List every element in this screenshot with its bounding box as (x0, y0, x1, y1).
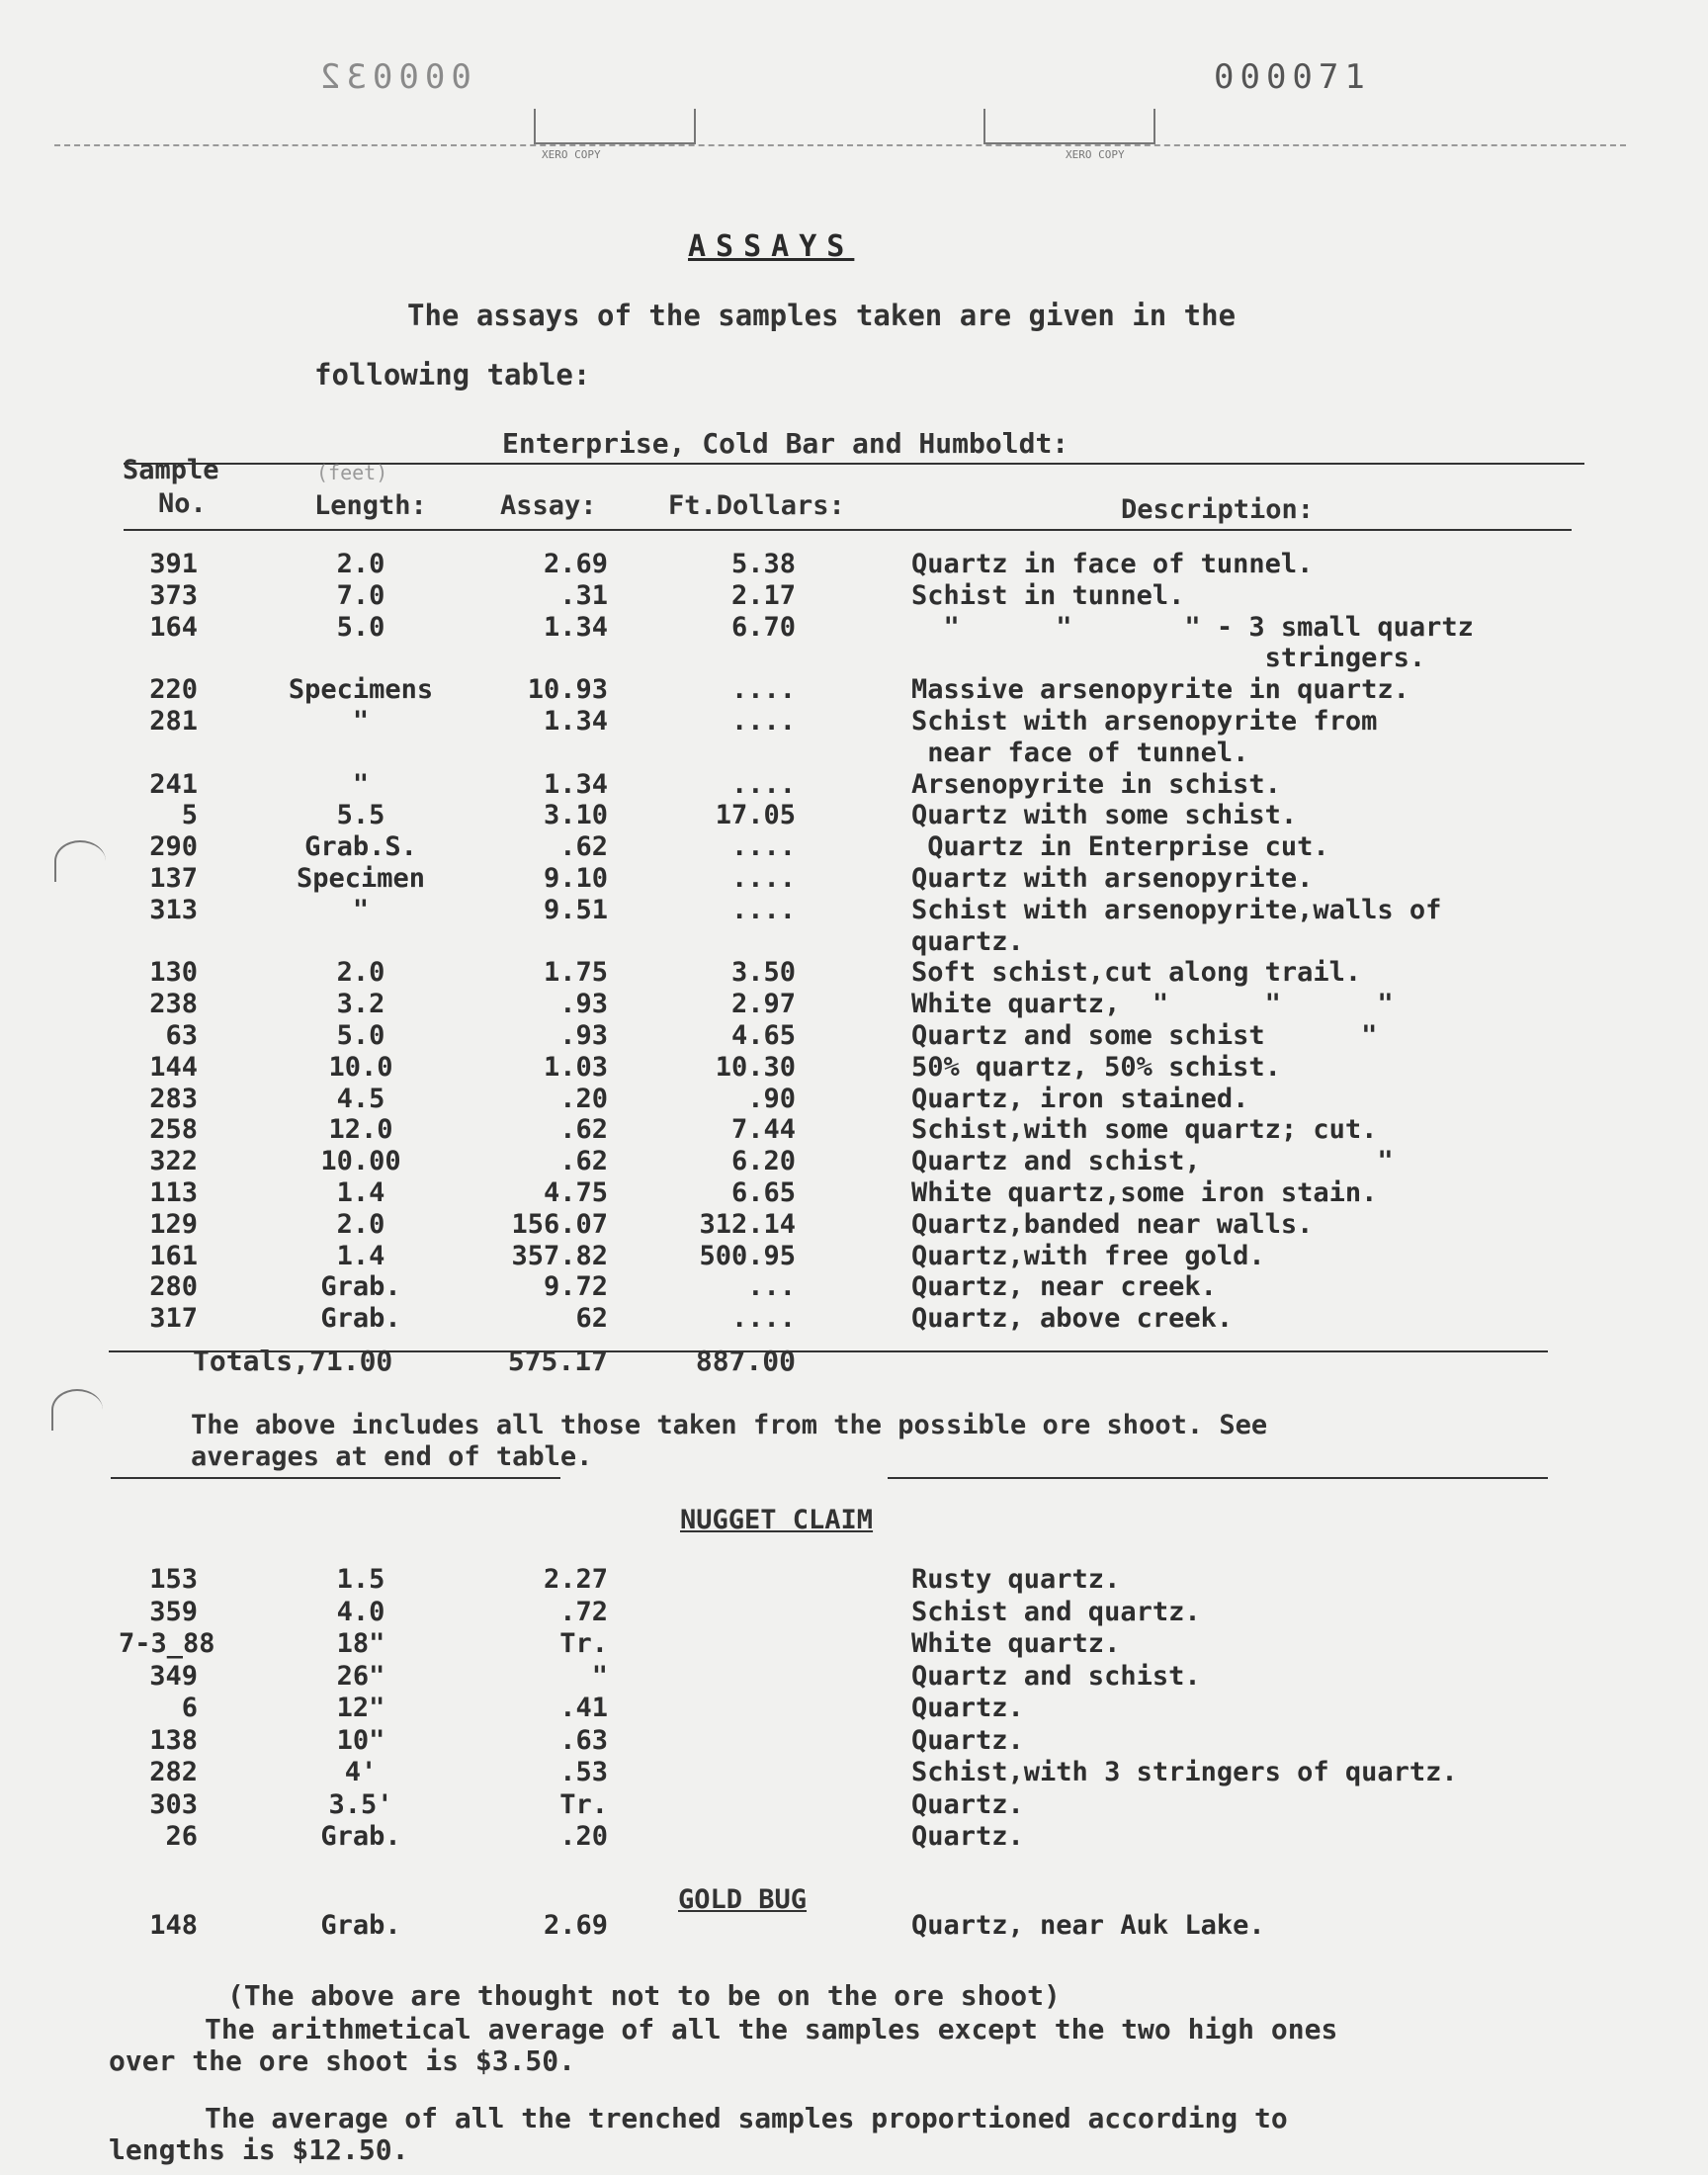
sample-description: " " " - 3 small quartz (911, 611, 1474, 643)
sample-description: near face of tunnel. (911, 737, 1249, 768)
sample-length: 2.0 (336, 957, 385, 989)
sample-description: Quartz. (911, 1821, 1024, 1852)
sample-description: Quartz. (911, 1788, 1024, 1820)
sample-length: 2.0 (336, 1208, 385, 1240)
sample-ft-dollars: 17.05 (715, 800, 796, 831)
sample-description: Quartz. (911, 1724, 1024, 1756)
table-row (0, 957, 1708, 989)
sample-assay: .62 (559, 1114, 608, 1146)
header-length: Length: (314, 490, 427, 521)
sample-assay: .93 (559, 989, 608, 1020)
xerox-mark-right: XERO COPY (1066, 148, 1125, 161)
sample-number: 303 (149, 1788, 198, 1820)
sample-number: 373 (149, 579, 198, 611)
sample-assay: 156.07 (511, 1208, 608, 1240)
sample-description: White quartz, " " " (911, 989, 1394, 1020)
sample-length: 3.2 (336, 989, 385, 1020)
table-row (0, 1789, 1708, 1821)
sample-number: 138 (149, 1724, 198, 1756)
sample-length: 26" (336, 1660, 385, 1692)
sample-ft-dollars: 5.38 (730, 549, 796, 579)
table-row (0, 1084, 1708, 1115)
table-row (0, 1597, 1708, 1628)
sample-length: Grab. (320, 1821, 401, 1852)
sample-length: 4.5 (336, 1083, 385, 1114)
sample-number: 130 (149, 957, 198, 989)
sample-ft-dollars: 6.70 (730, 611, 796, 643)
sample-ft-dollars: ... (747, 1271, 796, 1303)
sample-length: 4' (344, 1757, 378, 1787)
sample-ft-dollars: .... (730, 674, 796, 706)
sample-ft-dollars: 500.95 (699, 1240, 796, 1271)
sample-assay: 357.82 (511, 1240, 608, 1271)
sample-length: 12" (336, 1693, 385, 1723)
sample-description: Quartz and some schist " (911, 1020, 1378, 1051)
sample-assay: 1.34 (543, 611, 608, 643)
sample-number: 313 (149, 894, 198, 925)
sample-length: Grab. (320, 1910, 401, 1941)
sample-length: 1.4 (336, 1240, 385, 1271)
sample-assay: 1.34 (543, 706, 608, 737)
sample-description: Schist,with 3 stringers of quartz. (911, 1757, 1458, 1787)
table-row (0, 1757, 1708, 1788)
table-row (0, 895, 1708, 926)
sample-ft-dollars: 3.50 (730, 957, 796, 989)
sample-number: 282 (149, 1757, 198, 1787)
sample-description: Schist with arsenopyrite,walls of (911, 894, 1442, 925)
sample-ft-dollars: .... (730, 831, 796, 863)
sample-ft-dollars: 2.97 (730, 989, 796, 1020)
sample-ft-dollars: 7.44 (730, 1114, 796, 1146)
sample-assay: .62 (559, 831, 608, 863)
sample-length: 7.0 (336, 579, 385, 611)
sample-description: Quartz,banded near walls. (911, 1208, 1314, 1240)
sample-description: Quartz in Enterprise cut. (911, 831, 1329, 863)
sample-number: 129 (149, 1208, 198, 1240)
sample-number: 144 (149, 1051, 198, 1083)
table-row (0, 769, 1708, 801)
sample-length: 3.5' (328, 1788, 393, 1820)
sample-description: White quartz,some iron stain. (911, 1177, 1378, 1208)
sample-length: Grab. (320, 1303, 401, 1335)
sample-length: 18" (336, 1628, 385, 1659)
sample-number: 5 (181, 800, 198, 831)
sample-assay: 3.10 (543, 800, 608, 831)
table-row (0, 706, 1708, 738)
sample-number: 283 (149, 1083, 198, 1114)
sample-assay: Tr. (559, 1788, 608, 1820)
sample-number: 241 (149, 768, 198, 800)
sample-number: 137 (149, 863, 198, 894)
sample-assay: " (591, 1660, 608, 1692)
sample-number: 280 (149, 1271, 198, 1303)
section-title-enterprise: Enterprise, Cold Bar and Humboldt: (502, 427, 1069, 460)
table-row (0, 800, 1708, 831)
table-row (0, 1020, 1708, 1052)
sample-ft-dollars: .... (730, 1303, 796, 1335)
table-row (0, 831, 1708, 863)
sample-length: " (352, 894, 370, 925)
sample-number: 63 (165, 1020, 198, 1051)
sample-assay: 10.93 (527, 674, 608, 706)
table-row (0, 1693, 1708, 1724)
sample-number: 148 (149, 1910, 198, 1941)
table-row (0, 1114, 1708, 1146)
sample-length: Grab.S. (304, 831, 417, 863)
table-row (0, 738, 1708, 769)
sample-length: 10.00 (320, 1146, 401, 1177)
sample-number: 258 (149, 1114, 198, 1146)
sample-assay: 2.69 (543, 549, 608, 579)
table-row (0, 1146, 1708, 1177)
note-rule-left (111, 1477, 560, 1479)
header-bottom-rule (124, 529, 1572, 531)
table-row (0, 1821, 1708, 1853)
table-row (0, 1209, 1708, 1241)
sample-assay: .20 (559, 1083, 608, 1114)
sample-description: 50% quartz, 50% schist. (911, 1051, 1281, 1083)
intro-line-1: The assays of the samples taken are given in the (407, 299, 1237, 332)
sample-number: 113 (149, 1177, 198, 1208)
sample-number: 238 (149, 989, 198, 1020)
sample-length: 5.5 (336, 800, 385, 831)
header-description: Description: (1121, 494, 1315, 525)
sample-number: 220 (149, 674, 198, 706)
footer-line-4: The average of all the trenched samples proportioned according to (205, 2102, 1288, 2134)
sample-description: Quartz in face of tunnel. (911, 549, 1314, 579)
footer-line-1: (The above are thought not to be on the ore shoot) (227, 1979, 1061, 2012)
sample-number: 7-3_88 (119, 1628, 215, 1659)
sample-length: 5.0 (336, 611, 385, 643)
intro-line-2: following table: (314, 358, 591, 392)
sample-description: Quartz with some schist. (911, 800, 1298, 831)
sample-length: " (352, 706, 370, 737)
sample-ft-dollars: .90 (747, 1083, 796, 1114)
header-sample: Sample (123, 455, 219, 485)
sample-assay: .62 (559, 1146, 608, 1177)
header-length-note: (feet) (316, 461, 388, 484)
sample-description: Schist,with some quartz; cut. (911, 1114, 1378, 1146)
sample-ft-dollars: 6.65 (730, 1177, 796, 1208)
copy-bracket-right (983, 109, 1155, 144)
table-row (0, 1271, 1708, 1303)
sample-ft-dollars: 312.14 (699, 1208, 796, 1240)
header-ft-dollars: Ft.Dollars: (668, 490, 845, 521)
table-row (0, 926, 1708, 958)
sample-description: Quartz, near creek. (911, 1271, 1217, 1303)
sample-assay: 9.51 (543, 894, 608, 925)
sample-length: 5.0 (336, 1020, 385, 1051)
sample-description: Quartz, iron stained. (911, 1083, 1249, 1114)
sample-assay: 9.72 (543, 1271, 608, 1303)
note-line-1: The above includes all those taken from the possible ore shoot. See (191, 1410, 1268, 1440)
table-row (0, 674, 1708, 706)
sample-length: 1.4 (336, 1177, 385, 1208)
table-row (0, 643, 1708, 674)
table-row (0, 1564, 1708, 1596)
totals-assay: 575.17 (507, 1345, 608, 1377)
sample-ft-dollars: .... (730, 894, 796, 925)
sample-assay: 1.34 (543, 768, 608, 800)
table-row (0, 1725, 1708, 1757)
sample-assay: 4.75 (543, 1177, 608, 1208)
section-title-nugget: NUGGET CLAIM (680, 1505, 874, 1535)
sample-assay: 62 (575, 1303, 608, 1335)
sample-assay: .72 (559, 1596, 608, 1627)
sample-length: 4.0 (336, 1596, 385, 1627)
sample-description: quartz. (911, 925, 1024, 957)
sample-number: 290 (149, 831, 198, 863)
table-row (0, 1241, 1708, 1272)
sample-number: 391 (149, 549, 198, 579)
page-number-stamp: 000071 (1214, 57, 1371, 97)
sample-assay: .41 (559, 1693, 608, 1723)
sample-assay: .63 (559, 1724, 608, 1756)
sample-length: " (352, 768, 370, 800)
sample-length: 10.0 (328, 1051, 393, 1083)
table-row (0, 580, 1708, 612)
sample-description: Schist in tunnel. (911, 579, 1185, 611)
sample-length: 10" (336, 1724, 385, 1756)
sample-number: 322 (149, 1146, 198, 1177)
totals-ft-dollars: 887.00 (695, 1345, 796, 1377)
section-title-gold-bug: GOLD BUG (678, 1884, 808, 1915)
sample-length: 1.5 (336, 1564, 385, 1595)
sample-assay: 2.27 (543, 1564, 608, 1595)
footer-line-5: lengths is $12.50. (109, 2133, 409, 2166)
sample-length: 2.0 (336, 549, 385, 579)
sample-number: 281 (149, 706, 198, 737)
table-row (0, 1661, 1708, 1693)
sample-description: Quartz and schist. (911, 1660, 1201, 1692)
table-row (0, 1052, 1708, 1084)
header-no: No. (158, 488, 207, 519)
sample-assay: .20 (559, 1821, 608, 1852)
sample-description: Quartz, above creek. (911, 1303, 1234, 1335)
footer-line-3: over the ore shoot is $3.50. (109, 2044, 576, 2077)
sample-description: Arsenopyrite in schist. (911, 768, 1281, 800)
sample-description: Quartz, near Auk Lake. (911, 1910, 1265, 1941)
sample-description: stringers. (911, 643, 1426, 674)
table-row (0, 863, 1708, 895)
sample-ft-dollars: 10.30 (715, 1051, 796, 1083)
sample-assay: 1.03 (543, 1051, 608, 1083)
sample-description: Quartz. (911, 1693, 1024, 1723)
sample-assay: 1.75 (543, 957, 608, 989)
sample-number: 153 (149, 1564, 198, 1595)
sample-description: Massive arsenopyrite in quartz. (911, 674, 1409, 706)
sample-description: Quartz and schist, " (911, 1146, 1394, 1177)
header-assay: Assay: (500, 490, 597, 521)
sample-number: 26 (165, 1821, 198, 1852)
sample-length: 12.0 (328, 1114, 393, 1146)
table-row (0, 1910, 1708, 1942)
copy-bracket-left (534, 109, 696, 144)
footer-line-2: The arithmetical average of all the samples except the two high ones (205, 2013, 1338, 2045)
sample-number: 359 (149, 1596, 198, 1627)
table-row (0, 612, 1708, 644)
sample-number: 161 (149, 1240, 198, 1271)
table-row (0, 1177, 1708, 1209)
sample-assay: .31 (559, 579, 608, 611)
sample-assay: 2.69 (543, 1910, 608, 1941)
sample-description: Soft schist,cut along trail. (911, 957, 1362, 989)
sample-assay: .93 (559, 1020, 608, 1051)
page-stamp-mirrored: 000032 (314, 57, 471, 97)
margin-mark-1 (54, 840, 106, 882)
sample-description: Quartz with arsenopyrite. (911, 863, 1314, 894)
sample-description: Rusty quartz. (911, 1564, 1121, 1595)
page-title: ASSAYS (688, 229, 855, 264)
totals-label: Totals,71.00 (193, 1345, 393, 1377)
sample-number: 317 (149, 1303, 198, 1335)
table-row (0, 1303, 1708, 1335)
xerox-mark-left: XERO COPY (542, 148, 601, 161)
sample-description: Schist with arsenopyrite from (911, 706, 1378, 737)
sample-number: 6 (181, 1693, 198, 1723)
sample-description: Schist and quartz. (911, 1596, 1201, 1627)
sample-assay: Tr. (559, 1628, 608, 1659)
sample-assay: .53 (559, 1757, 608, 1787)
sample-length: Specimen (296, 863, 426, 894)
sample-ft-dollars: 6.20 (730, 1146, 796, 1177)
table-row (0, 1628, 1708, 1660)
margin-mark-2 (51, 1389, 103, 1431)
note-line-2: averages at end of table. (191, 1441, 593, 1472)
table-row (0, 549, 1708, 580)
sample-ft-dollars: .... (730, 768, 796, 800)
sample-ft-dollars: .... (730, 706, 796, 737)
sample-description: White quartz. (911, 1628, 1121, 1659)
sample-assay: 9.10 (543, 863, 608, 894)
sample-ft-dollars: 4.65 (730, 1020, 796, 1051)
note-rule-right (888, 1477, 1548, 1479)
sample-description: Quartz,with free gold. (911, 1240, 1265, 1271)
sample-ft-dollars: 2.17 (730, 579, 796, 611)
sample-ft-dollars: .... (730, 863, 796, 894)
sample-length: Grab. (320, 1271, 401, 1303)
copy-guide-line (54, 144, 1626, 146)
sample-length: Specimens (288, 674, 434, 706)
sample-number: 349 (149, 1660, 198, 1692)
sample-number: 164 (149, 611, 198, 643)
table-row (0, 989, 1708, 1020)
